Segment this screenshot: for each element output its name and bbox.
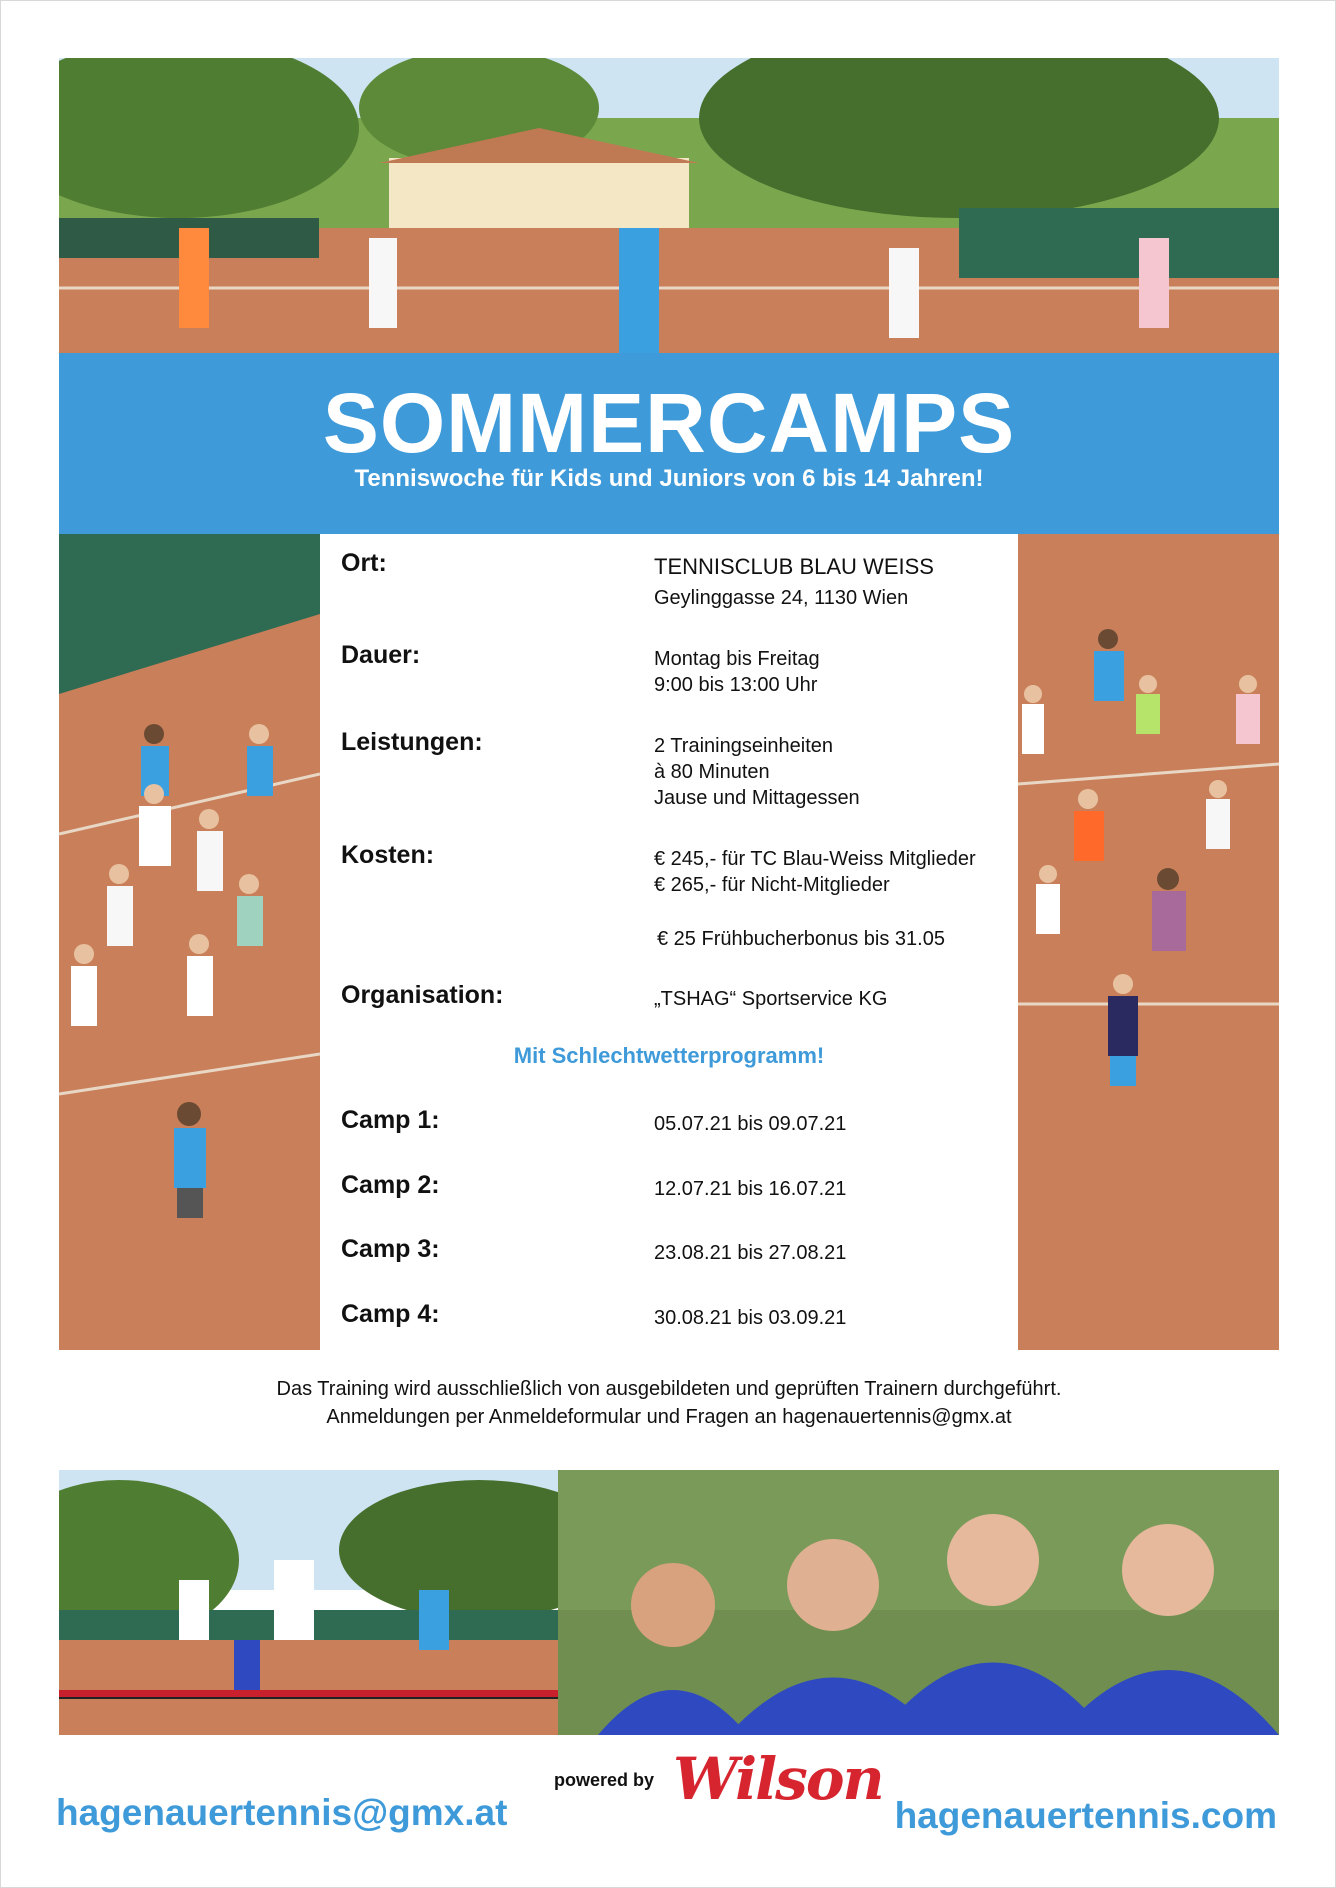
coaches-team-photo-icon: [558, 1470, 1279, 1735]
tennis-court-photo-icon: [59, 58, 1279, 353]
leistungen-label: Leistungen:: [341, 728, 483, 756]
kids-cheering-photo-icon: [1018, 534, 1279, 1350]
camp-3-label: Camp 3:: [341, 1235, 440, 1263]
dauer-value: [654, 646, 820, 698]
dauer-days: Montag bis Freitag: [654, 648, 820, 670]
leistungen-line-2: à 80 Minuten: [654, 761, 770, 783]
bottom-coaches-photo: [558, 1470, 1279, 1735]
banner-subtitle: Tenniswoche für Kids und Juniors von 6 bis 14 Jahren!: [354, 465, 984, 492]
organisation-label: Organisation:: [341, 981, 504, 1009]
kids-cheering-photo-icon: [59, 534, 320, 1350]
kosten-early-bird: € 25 Frühbucherbonus bis 31.05: [657, 928, 945, 950]
camp-1-dates: 05.07.21 bis 09.07.21: [654, 1113, 847, 1135]
dauer-label: Dauer:: [341, 641, 421, 669]
banner-title: SOMMERCAMPS: [322, 376, 1016, 470]
wilson-logo-icon: Wilson: [673, 1745, 883, 1813]
kosten-label: Kosten:: [341, 841, 435, 869]
camp-2-label: Camp 2:: [341, 1171, 440, 1199]
leistungen-line-3: Jause und Mittagessen: [654, 787, 860, 809]
camp-3-dates: 23.08.21 bis 27.08.21: [654, 1242, 847, 1264]
top-court-photo: [59, 58, 1279, 353]
kids-jumping-photo-icon: [59, 1470, 558, 1735]
ort-value: [654, 554, 934, 611]
camp-4-dates: 30.08.21 bis 03.09.21: [654, 1307, 847, 1329]
leistungen-value: [654, 733, 860, 811]
registration-note: Anmeldungen per Anmeldeformular und Fragen an hagenauertennis@gmx.at: [326, 1406, 1012, 1428]
camp-4-label: Camp 4:: [341, 1300, 440, 1328]
kosten-value: [654, 846, 976, 952]
ort-address: Geylinggasse 24, 1130 Wien: [654, 587, 909, 609]
kosten-members: € 245,- für TC Blau-Weiss Mitglieder: [654, 848, 976, 870]
camp-info: [320, 534, 1018, 1350]
title-banner: [59, 353, 1279, 534]
right-kids-photo: [1018, 534, 1279, 1350]
dauer-hours: 9:00 bis 13:00 Uhr: [654, 674, 818, 696]
ort-club: TENNISCLUB BLAU WEISS: [654, 554, 934, 579]
ort-label: Ort:: [341, 549, 387, 577]
powered-by-label: powered by: [554, 1770, 655, 1790]
organisation-value: „TSHAG“ Sportservice KG: [654, 988, 888, 1010]
weather-note: Mit Schlechtwetterprogramm!: [513, 1043, 825, 1068]
camp-1-label: Camp 1:: [341, 1106, 440, 1134]
contact-email[interactable]: hagenauertennis@gmx.at: [56, 1792, 508, 1833]
camp-2-dates: 12.07.21 bis 16.07.21: [654, 1178, 847, 1200]
left-kids-photo: [59, 534, 320, 1350]
leistungen-line-1: 2 Trainingseinheiten: [654, 735, 834, 757]
training-note: Das Training wird ausschließlich von ausgebildeten und geprüften Trainern durchgeführt.: [276, 1378, 1062, 1400]
bottom-jumping-photo: [59, 1470, 558, 1735]
contact-website[interactable]: hagenauertennis.com: [894, 1795, 1277, 1836]
kosten-non-members: € 265,- für Nicht-Mitglieder: [654, 874, 890, 896]
